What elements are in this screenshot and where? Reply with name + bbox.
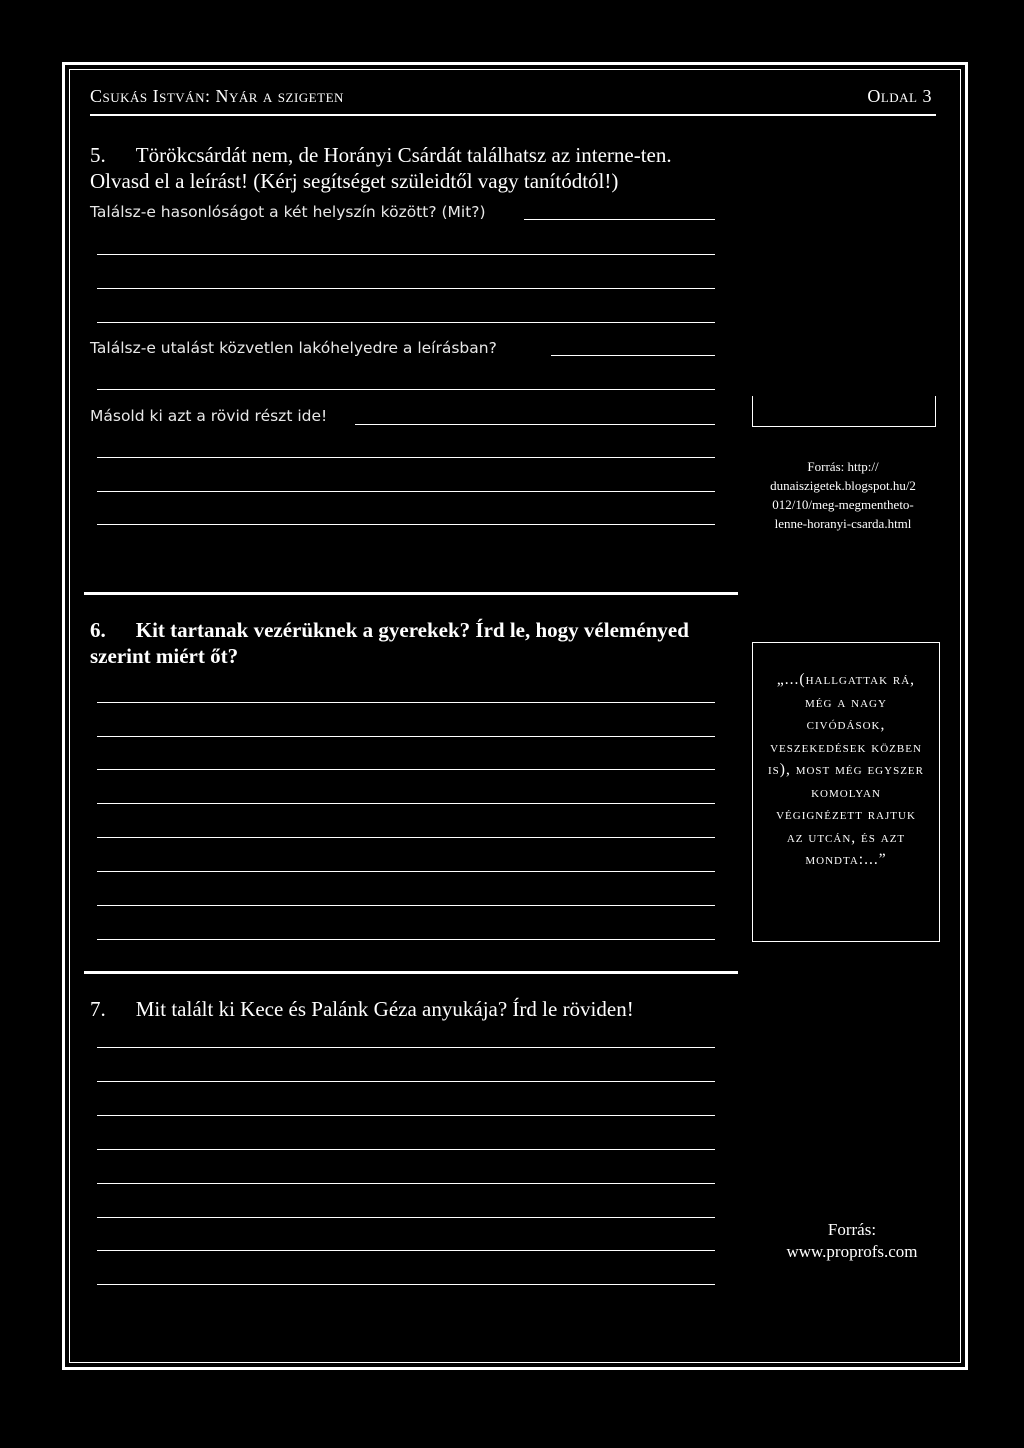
answer-line[interactable] <box>97 1081 715 1082</box>
source-line: dunaiszigetek.blogspot.hu/2 <box>770 478 916 493</box>
answer-line[interactable] <box>97 1149 715 1150</box>
question-6-number: 6. <box>90 618 106 642</box>
answer-line[interactable] <box>97 803 715 804</box>
source-line: Forrás: http:// <box>807 459 879 474</box>
question-5-number: 5. <box>90 143 106 167</box>
question-5-text: Törökcsárdát nem, de Horányi Csárdát találhatsz az interne-ten. Olvasd el a leírást! (Kérj segítséget szüleidtől vagy tanítódtól!) <box>90 143 672 193</box>
source-line: 012/10/meg-megmentheto- <box>772 497 914 512</box>
answer-line[interactable] <box>97 1217 715 1218</box>
header-title: Csukás István: Nyár a szigeten <box>90 86 344 106</box>
answer-line[interactable] <box>97 1250 715 1251</box>
prompt-residence: Találsz-e utalást közvetlen lakóhelyedre a leírásban? <box>90 339 497 357</box>
answer-line[interactable] <box>97 524 715 525</box>
question-6-text: Kit tartanak vezérüknek a gyerekek? Írd le, hogy véleményed szerint miért őt? <box>90 618 689 668</box>
answer-line[interactable] <box>97 491 715 492</box>
answer-line[interactable] <box>355 424 715 425</box>
answer-line[interactable] <box>97 389 715 390</box>
image-placeholder-box <box>752 396 936 427</box>
section-divider <box>84 971 738 974</box>
answer-line[interactable] <box>524 219 715 220</box>
source-line: lenne-horanyi-csarda.html <box>774 516 912 531</box>
answer-line[interactable] <box>551 355 715 356</box>
answer-line[interactable] <box>97 254 715 255</box>
page-header <box>90 84 936 116</box>
prompt-similarity: Találsz-e hasonlóságot a két helyszín között? (Mit?) <box>90 203 486 221</box>
question-7-number: 7. <box>90 997 106 1021</box>
quote-box <box>752 642 940 942</box>
answer-line[interactable] <box>97 939 715 940</box>
answer-line[interactable] <box>97 1183 715 1184</box>
source-citation-1 <box>752 457 934 533</box>
answer-line[interactable] <box>97 769 715 770</box>
answer-line[interactable] <box>97 905 715 906</box>
section-divider <box>84 592 738 595</box>
answer-line[interactable] <box>97 736 715 737</box>
answer-line[interactable] <box>97 322 715 323</box>
answer-line[interactable] <box>97 837 715 838</box>
page-number: Oldal 3 <box>867 86 932 106</box>
prompt-copy: Másold ki azt a rövid részt ide! <box>90 407 328 425</box>
answer-line[interactable] <box>97 1047 715 1048</box>
question-7-text: Mit talált ki Kece és Palánk Géza anyukája? Írd le röviden! <box>135 997 634 1021</box>
answer-line[interactable] <box>97 871 715 872</box>
answer-line[interactable] <box>97 1284 715 1285</box>
answer-line[interactable] <box>97 457 715 458</box>
source-url: www.proprofs.com <box>786 1242 918 1261</box>
answer-line[interactable] <box>97 288 715 289</box>
question-5 <box>90 142 735 194</box>
question-7 <box>90 996 735 1022</box>
answer-line[interactable] <box>97 1115 715 1116</box>
source-label: Forrás: <box>827 1220 877 1239</box>
answer-line[interactable] <box>97 702 715 703</box>
question-6 <box>90 617 735 669</box>
source-citation-2 <box>752 1219 952 1263</box>
quote-text: „...(hallgattak rá, még a nagy civódások, veszekedések közben is), most még egyszer komolyan végignézett rajtuk az utcán, és azt mondta:...” <box>768 671 924 868</box>
